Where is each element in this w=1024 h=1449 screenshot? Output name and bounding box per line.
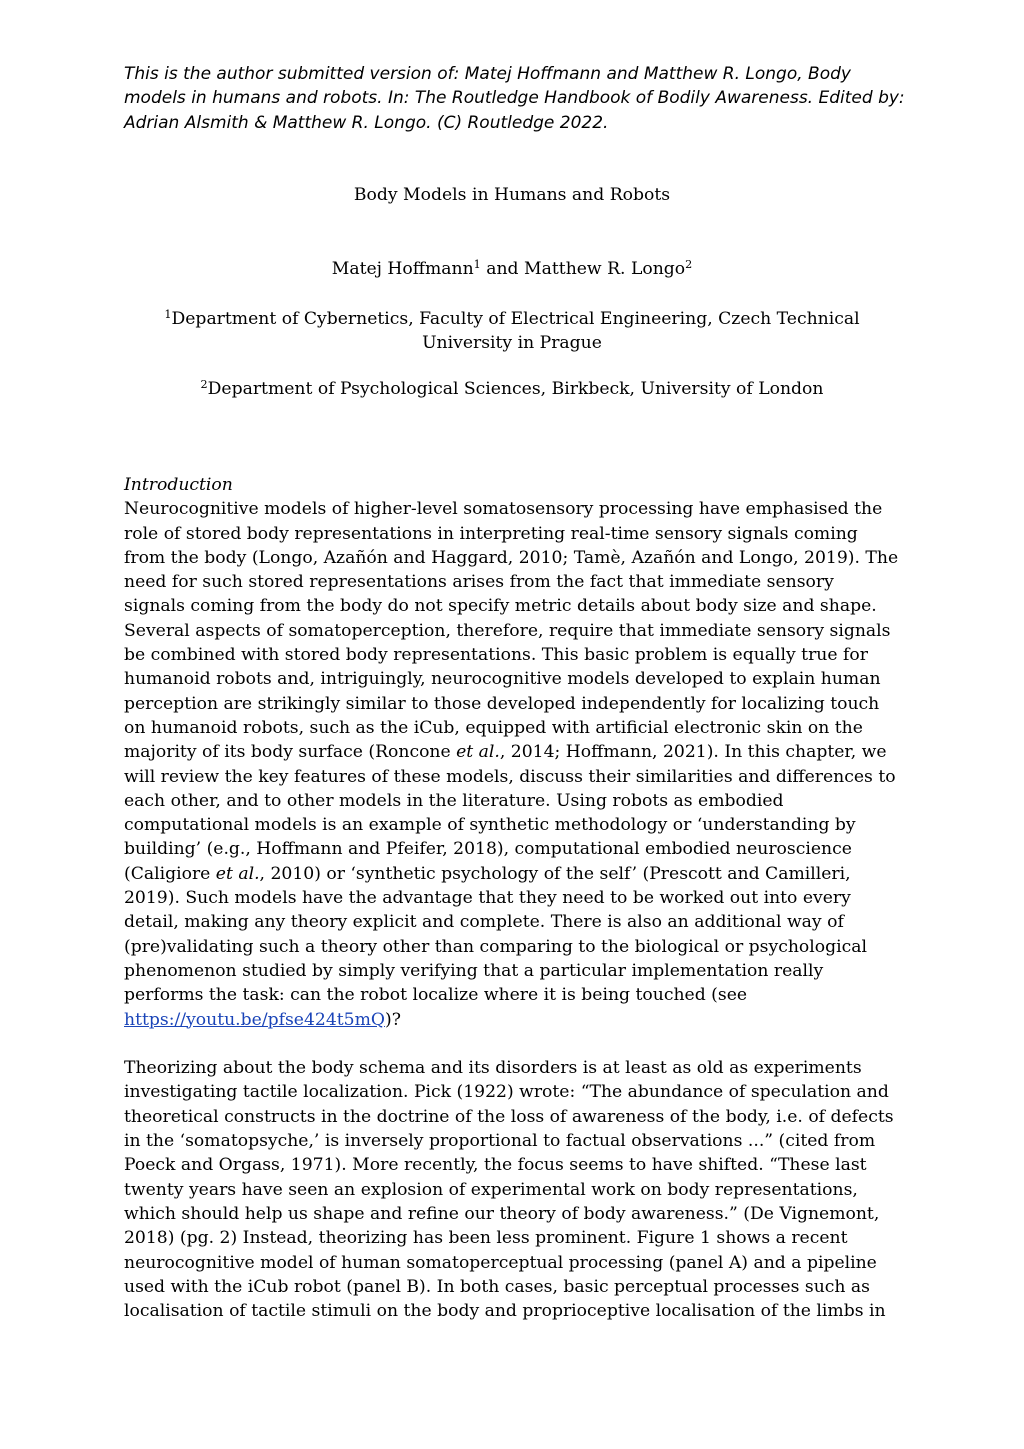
text-line: each other, and to other models in the literature. Using robots as embodied	[124, 790, 784, 811]
text-line: need for such stored representations arises from the fact that immediate sensory	[124, 572, 834, 593]
text-line: (pre)validating such a theory other than comparing to the biological or psychological	[124, 936, 867, 957]
text-line: 2018) (pg. 2) Instead, theorizing has been less prominent. Figure 1 shows a recent	[124, 1228, 848, 1249]
text-run-italic: et al.	[456, 742, 500, 763]
text-run: )?	[385, 1009, 401, 1030]
affiliation-marker: 1	[164, 307, 172, 321]
text-line: performs the task: can the robot localize where it is being touched (see	[124, 985, 748, 1006]
affiliation-marker: 2	[200, 377, 208, 391]
author-name: Matthew R. Longo	[524, 259, 686, 279]
text-run: (Caligiore	[124, 863, 216, 884]
affiliation-text: Department of Cybernetics, Faculty of Electrical Engineering, Czech Technical	[171, 309, 860, 329]
text-line: Neurocognitive models of higher-level somatosensory processing have emphasised the	[124, 499, 883, 520]
text-line: localisation of tactile stimuli on the body and proprioceptive localisation of the limbs in	[124, 1301, 886, 1322]
text-line: theoretical constructs in the doctrine of the loss of awareness of the body, i.e. of defects	[124, 1106, 894, 1127]
affiliation-marker: 1	[473, 257, 481, 271]
text-line: which should help us shape and refine our theory of body awareness.” (De Vignemont,	[124, 1203, 880, 1224]
text-line: neurocognitive model of human somatoperceptual processing (panel A) and a pipeline	[124, 1252, 877, 1273]
note-line: This is the author submitted version of: Matej Hoffmann and Matthew R. Longo, Body	[124, 64, 851, 84]
text-line: from the body (Longo, Azañón and Haggard, 2010; Tamè, Azañón and Longo, 2019). The	[124, 547, 899, 568]
text-run-italic: et al.	[215, 863, 260, 884]
video-link[interactable]: https://youtu.be/pfse424t5mQ	[124, 1009, 386, 1030]
text-line: Poeck and Orgass, 1971). More recently, the focus seems to have shifted. “These last	[124, 1155, 867, 1176]
affiliation-2	[0, 379, 1024, 399]
paragraph-1	[124, 497, 904, 1032]
text-line: investigating tactile localization. Pick (1922) wrote: “The abundance of speculation and	[124, 1082, 889, 1103]
text-run: , 2010) or ‘synthetic psychology of the self’ (Prescott and Camilleri,	[259, 863, 851, 884]
text-line	[124, 740, 904, 764]
affiliation-text: University in Prague	[422, 333, 602, 354]
text-line: will review the key features of these models, discuss their similarities and differences to	[124, 766, 896, 787]
text-line	[124, 1008, 904, 1032]
author-name: Matej Hoffmann	[331, 259, 474, 279]
text-line: on humanoid robots, such as the iCub, equipped with artificial electronic skin on the	[124, 717, 863, 738]
text-line: role of stored body representations in interpreting real-time sensory signals coming	[124, 523, 858, 544]
text-line: Several aspects of somatoperception, therefore, require that immediate sensory signals	[124, 620, 891, 641]
affiliation-marker: 2	[685, 257, 693, 271]
text-line: detail, making any theory explicit and complete. There is also an additional way of	[124, 912, 844, 933]
note-line: Adrian Alsmith & Matthew R. Longo. (C) Routledge 2022.	[124, 112, 609, 133]
text-line: perception are strikingly similar to those developed independently for localizing touch	[124, 693, 880, 714]
author-list	[0, 259, 1024, 279]
text-line	[124, 862, 904, 886]
body-text	[124, 473, 904, 1323]
paragraph-2	[124, 1056, 904, 1323]
author-version-note	[124, 62, 914, 135]
text-line: building’ (e.g., Hoffmann and Pfeifer, 2018), computational embodied neuroscience	[124, 839, 852, 860]
paper-title: Body Models in Humans and Robots	[353, 185, 671, 205]
text-line: phenomenon studied by simply verifying that a particular implementation really	[124, 960, 824, 981]
affiliation-1	[0, 307, 1024, 356]
text-line: twenty years have seen an explosion of experimental work on body representations,	[124, 1179, 858, 1200]
text-line: computational models is an example of synthetic methodology or ‘understanding by	[124, 815, 856, 836]
author-conjunction: and	[480, 259, 525, 279]
section-heading: Introduction	[124, 475, 233, 495]
text-line: signals coming from the body do not specify metric details about body size and shape.	[124, 596, 877, 617]
paragraph-gap	[124, 1032, 904, 1056]
text-line: be combined with stored body representations. This basic problem is equally true for	[124, 645, 868, 666]
text-line: in the ‘somatopsyche,’ is inversely proportional to factual observations ...” (cited from	[124, 1131, 876, 1152]
affiliation-text: Department of Psychological Sciences, Birkbeck, University of London	[207, 379, 824, 399]
note-line: models in humans and robots. In: The Routledge Handbook of Bodily Awareness. Edited by:	[124, 88, 905, 109]
text-line: humanoid robots and, intriguingly, neurocognitive models developed to explain human	[124, 669, 881, 690]
text-line: 2019). Such models have the advantage that they need to be worked out into every	[124, 888, 851, 909]
text-line: Theorizing about the body schema and its disorders is at least as old as experiments	[124, 1058, 862, 1079]
text-run: , 2014; Hoffmann, 2021). In this chapter, we	[499, 742, 887, 763]
text-run: majority of its body surface (Roncone	[124, 742, 457, 763]
text-line: used with the iCub robot (panel B). In both cases, basic perceptual processes such as	[124, 1276, 871, 1297]
